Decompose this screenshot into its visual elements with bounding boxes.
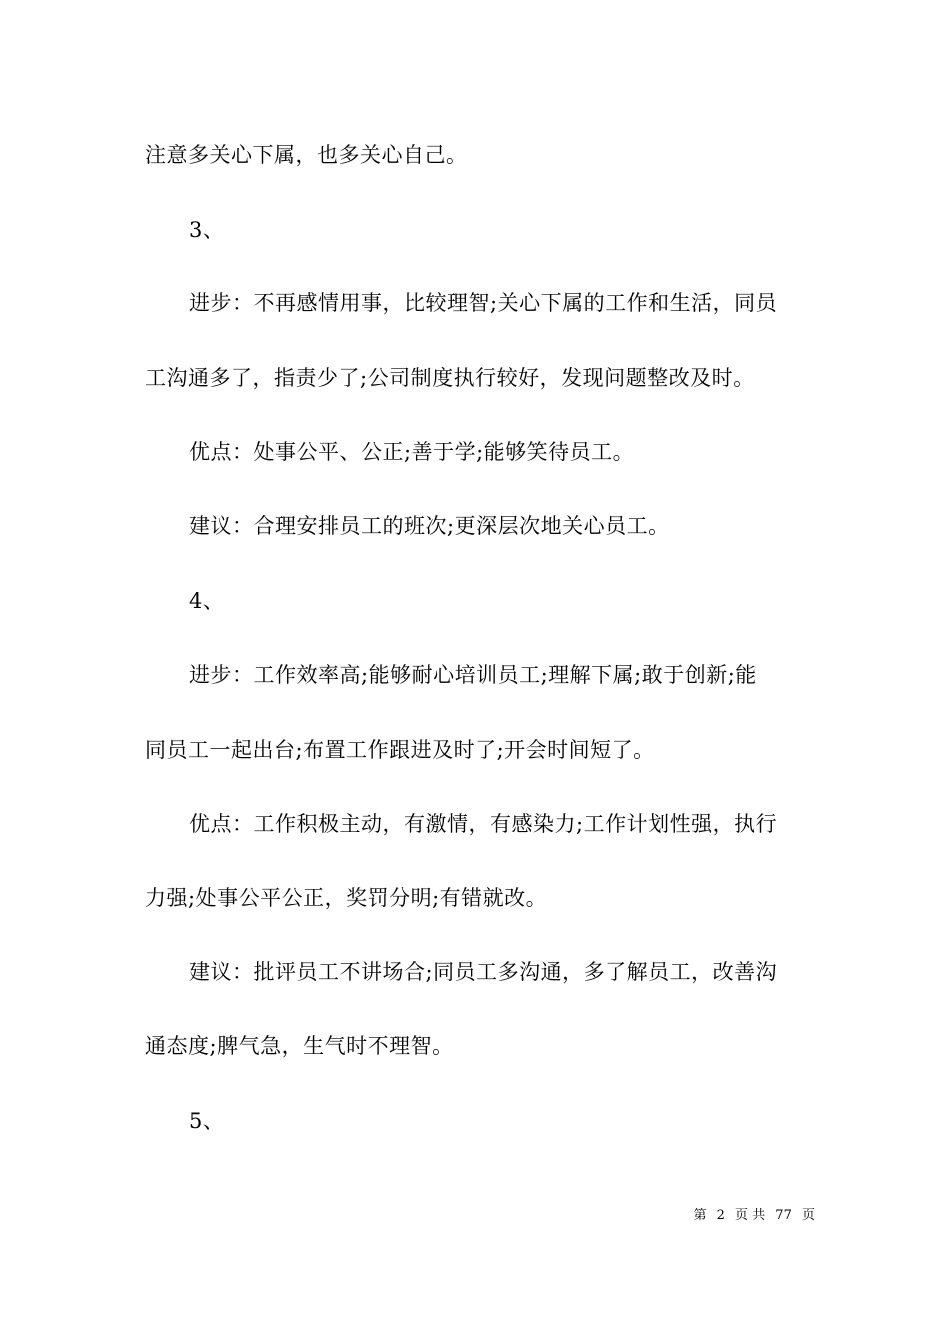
text-line: 力强;处事公平公正，奖罚分明;有错就改。 [145, 886, 548, 910]
page-label-mid: 页 共 [735, 1208, 766, 1223]
section-number: 3、 [189, 218, 225, 242]
text-line: 进步：不再感情用事，比较理智;关心下属的工作和生活，同员 [189, 291, 778, 315]
text-line: 进步：工作效率高;能够耐心培训员工;理解下属;敢于创新;能 [189, 663, 757, 687]
text-line: 优点：处事公平、公正;善于学;能够笑待员工。 [189, 440, 635, 464]
page-label-prefix: 第 [693, 1208, 707, 1223]
text-line: 同员工一起出台;布置工作跟进及时了;开会时间短了。 [145, 738, 655, 762]
text-line: 建议：合理安排员工的班次;更深层次地关心员工。 [189, 514, 670, 538]
text-line: 注意多关心下属，也多关心自己。 [145, 143, 468, 167]
current-page-number: 2 [716, 1208, 725, 1223]
total-pages-number: 77 [775, 1208, 792, 1223]
text-line: 通态度;脾气急，生气时不理智。 [145, 1034, 454, 1058]
page-label-suffix: 页 [801, 1208, 815, 1223]
page-footer [0, 1208, 818, 1224]
section-number: 4、 [189, 589, 225, 613]
text-line: 优点：工作积极主动，有激情，有感染力;工作计划性强，执行 [189, 812, 778, 836]
text-line: 工沟通多了，指责少了;公司制度执行较好，发现问题整改及时。 [145, 366, 755, 390]
text-line: 建议：批评员工不讲场合;同员工多沟通，多了解员工，改善沟 [189, 960, 778, 984]
section-number: 5、 [189, 1109, 225, 1133]
